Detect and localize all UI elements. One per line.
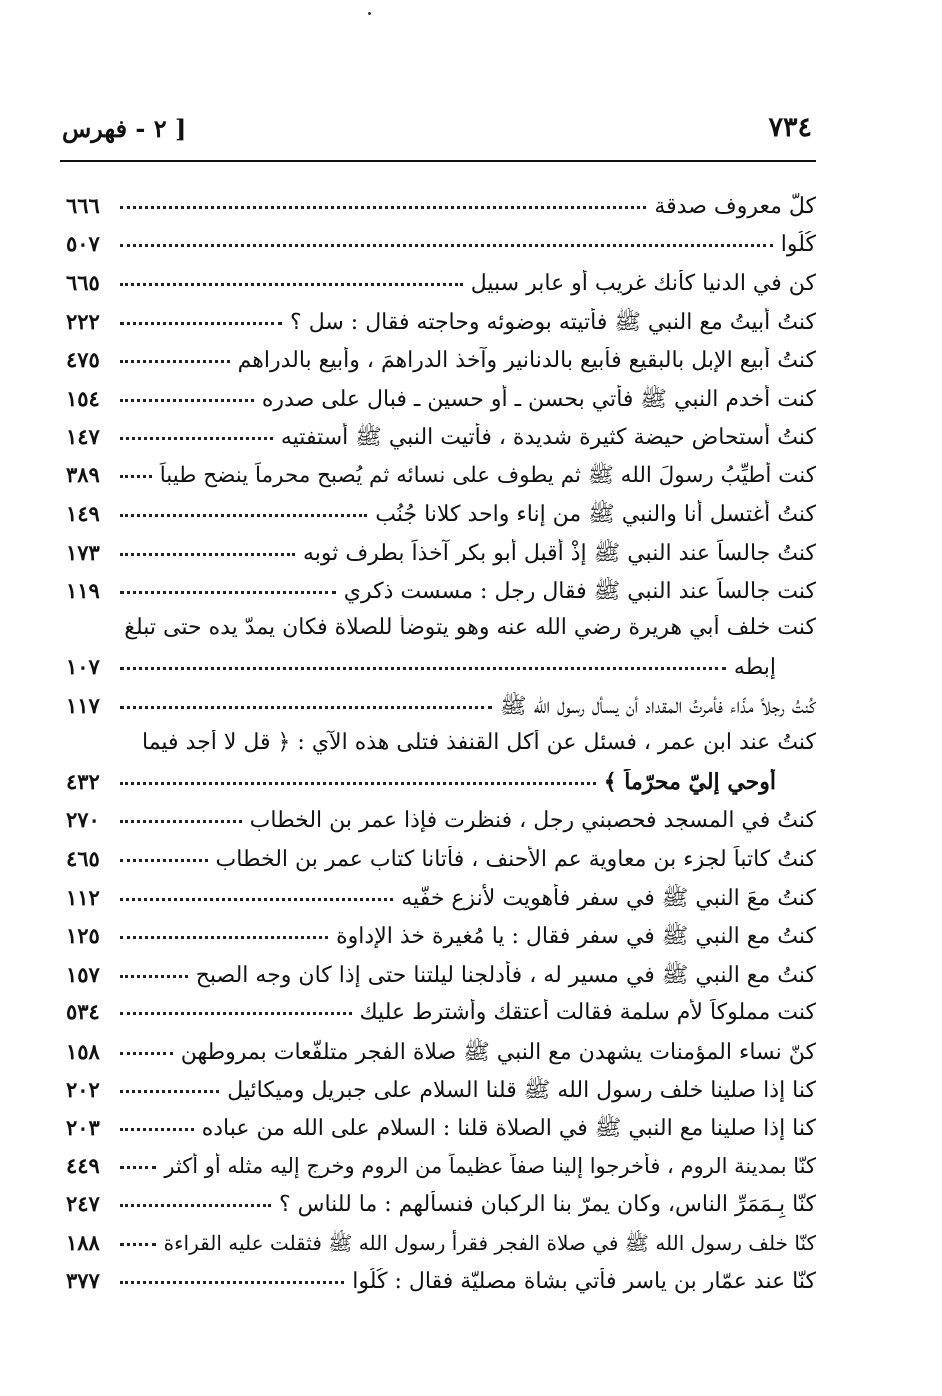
entry-text: كنتُ أغتسل أنا والنبي ﷺ من إناء واحد كلانا جُنُب: [375, 502, 816, 528]
leader-dots: [120, 1090, 219, 1093]
leader-dots: [120, 706, 492, 709]
index-entry: [66, 922, 816, 960]
leader-dots: [120, 475, 152, 478]
entry-page: ١٥٧: [66, 961, 100, 987]
entry-page: ١٠٧: [66, 653, 100, 679]
entry-page: ٥٣٤: [66, 999, 100, 1025]
page-number: ٧٣٤: [768, 112, 812, 143]
leader-dots: [120, 820, 242, 823]
entry-text: كُنتُ رجلاً مذّاء فأمرتُ المقداد أن يسأل رسول الله ﷺ: [500, 694, 816, 720]
entry-text: كنت جالساً عند النبي ﷺ فقال رجل : مسست ذكري: [343, 578, 816, 604]
entry-page: ٢٠٢: [66, 1076, 100, 1102]
index-entry: [66, 385, 816, 423]
leader-dots: [120, 975, 188, 978]
leader-dots: [120, 1052, 173, 1055]
entry-page: ١٧٣: [66, 539, 100, 565]
index-entry: [66, 1268, 816, 1306]
index-entry: [66, 462, 816, 500]
leader-dots: [120, 1166, 156, 1169]
entry-page: ٤٦٥: [66, 845, 100, 871]
entry-text: كنّا عند عمّار بن ياسر فأتي بشاة مصليّة فقال : كُلُوا: [352, 1268, 816, 1294]
leader-dots: [120, 283, 463, 286]
entry-continuation-text: أوحي إليّ محرّماً ﴾: [603, 768, 776, 795]
entry-text: كنتُ في المسجد فحصبني رجل ، فنظرت فإذا عمر بن الخطاب: [249, 808, 816, 834]
index-entry: [66, 961, 816, 999]
entry-text: كنت مملوكاً لأم سلمة فقالت أعتقك وأشترط عليك: [359, 1000, 816, 1026]
index-entry-first-line: [66, 615, 816, 653]
leader-dots: [120, 936, 328, 939]
entry-page: ١٢٥: [66, 923, 100, 949]
leader-dots: [120, 591, 336, 594]
entry-page: ٤٣٢: [66, 768, 100, 794]
entry-text: كنت أطيِّبُ رسولَ الله ﷺ ثم يطوف على نسائه ثم يُصبح محرماً ينضح طيباً: [159, 462, 816, 488]
entry-page: ١٨٨: [66, 1229, 100, 1255]
index-entry: [66, 308, 816, 346]
leader-dots: [120, 322, 282, 325]
leader-dots: [120, 360, 230, 363]
entry-text: كنّا بِـمَمَرِّ الناس، وكان يمرّ بنا الركبان فنسألهم : ما للناس ؟: [278, 1192, 816, 1218]
entry-text: كنتُ عند ابن عمر ، فسئل عن أكل القنفذ فتلى هذه الآي : ﴿ قل لا أجد فيما: [142, 730, 816, 756]
entry-page: ٣٧٧: [66, 1267, 100, 1293]
entry-text: كنا إذا صلينا مع النبي ﷺ في الصلاة قلنا : السلام على الله من عباده: [201, 1116, 816, 1142]
entry-page: ٢٢٢: [66, 309, 100, 335]
entry-text: كنّا خلف رسول الله ﷺ في صلاة الفجر فقرأ رسول الله ﷺ فثقلت عليه القراءة: [163, 1230, 816, 1255]
entry-text: كنت أخدم النبي ﷺ فأتي بحسن ـ أو حسين ـ فبال على صدره: [261, 386, 816, 412]
leader-dots: [120, 1128, 194, 1131]
index-entry: [66, 1114, 816, 1152]
entry-page: ١٥٨: [66, 1038, 100, 1064]
index-entry: [66, 1230, 816, 1268]
leader-dots: [120, 667, 726, 670]
index-entries: [66, 193, 816, 1306]
entry-page: ٥٠٧: [66, 231, 100, 257]
entry-page: ٣٨٩: [66, 461, 100, 487]
entry-text: كنتُ أبيع الإبل بالبقيع فأبيع بالدنانير وآخذ الدراهمَ ، وأبيع بالدراهم: [237, 347, 816, 373]
leader-dots: [120, 782, 596, 785]
leader-dots: [120, 244, 773, 247]
entry-page: ٦٦٦: [66, 193, 100, 218]
index-entry: [66, 193, 816, 231]
index-entry: [66, 1076, 816, 1114]
entry-page: ١١٢: [66, 885, 100, 911]
entry-page: ١٤٩: [66, 501, 100, 527]
entry-page: ٤٧٥: [66, 346, 100, 372]
entry-text: كنتُ معَ النبي ﷺ في سفر فأهويت لأنزع خفّيه: [401, 886, 816, 912]
leader-dots: [120, 553, 295, 556]
index-entry-continuation: [66, 654, 816, 692]
entry-page: ٢٤٧: [66, 1191, 100, 1217]
page-header: [62, 112, 812, 152]
entry-text: كنّا بمدينة الروم ، فأخرجوا إلينا صفاً عظيماً من الروم وخرج إليه مثله أو أكثر: [164, 1153, 816, 1178]
index-entry: [66, 692, 816, 730]
entry-text: كنّ نساء المؤمنات يشهدن مع النبي ﷺ صلاة الفجر متلفّعات بمروطهن: [180, 1039, 816, 1065]
leader-dots: [120, 514, 367, 517]
leader-dots: [120, 1204, 271, 1207]
entry-page: ٢٧٠: [66, 807, 100, 833]
leader-dots: [120, 1012, 352, 1015]
entry-text: كنتُ مع النبي ﷺ في مسير له ، فأدلجنا ليلتنا حتى إذا كان وجه الصبح: [195, 962, 816, 988]
section-title: [ ٢ - فهرس: [62, 114, 187, 143]
entry-text: كنتُ مع النبي ﷺ في سفر فقال : يا مُغيرة خذ الإداوة: [336, 924, 816, 950]
entry-page: ١١٧: [66, 693, 100, 719]
entry-page: ٢٠٣: [66, 1115, 100, 1141]
leader-dots: [120, 206, 646, 209]
leader-dots: [120, 859, 208, 862]
index-entry: [66, 577, 816, 615]
index-entry: [66, 539, 816, 577]
entry-page: ١٤٧: [66, 424, 100, 450]
index-entry: [66, 423, 816, 461]
leader-dots: [120, 898, 393, 901]
entry-continuation-text: إبطه: [733, 654, 776, 680]
leader-dots: [120, 399, 254, 402]
index-entry-first-line: [66, 730, 816, 768]
index-entry-continuation: [66, 769, 816, 807]
entry-page: ١٥٤: [66, 385, 100, 411]
index-entry: [66, 347, 816, 385]
entry-text: كنتُ جالساً عند النبي ﷺ إذْ أقبل أبو بكر آخذاً بطرف ثوبه: [302, 540, 816, 566]
page-speck: [368, 12, 371, 15]
entry-text: كن في الدنيا كأنك غريب أو عابر سبيل: [470, 270, 816, 296]
entry-text: كلّ معروف صدقة: [654, 194, 816, 219]
entry-page: ٤٤٩: [66, 1152, 100, 1178]
entry-text: كُلُوا: [780, 232, 816, 258]
leader-dots: [120, 437, 273, 440]
entry-page: ٦٦٥: [66, 269, 100, 295]
index-entry: [66, 231, 816, 269]
header-rule: [60, 160, 816, 162]
entry-text: كنتُ أستحاض حيضة كثيرة شديدة ، فأتيت النبي ﷺ أستفتيه: [280, 425, 816, 451]
index-entry: [66, 846, 816, 884]
entry-page: ١١٩: [66, 577, 100, 603]
index-entry: [66, 1038, 816, 1076]
index-entry: [66, 500, 816, 538]
index-entry: [66, 807, 816, 845]
index-entry: [66, 270, 816, 308]
entry-text: كنا إذا صلينا خلف رسول الله ﷺ قلنا السلام على جبريل وميكائيل: [227, 1077, 816, 1103]
index-entry: [66, 1191, 816, 1229]
index-entry: [66, 884, 816, 922]
index-entry: [66, 1153, 816, 1191]
entry-text: كنتُ أبيتُ مع النبي ﷺ فأتيته بوضوئه وحاجته فقال : سل ؟: [290, 310, 816, 336]
leader-dots: [120, 1243, 156, 1246]
index-entry: [66, 999, 816, 1037]
entry-text: كنتُ كاتباً لجزء بن معاوية عم الأحنف ، فأتانا كتاب عمر بن الخطاب: [215, 846, 816, 872]
leader-dots: [120, 1281, 344, 1284]
entry-text: كنت خلف أبي هريرة رضي الله عنه وهو يتوضأ للصلاة فكان يمدّ يده حتى تبلغ: [124, 615, 816, 641]
